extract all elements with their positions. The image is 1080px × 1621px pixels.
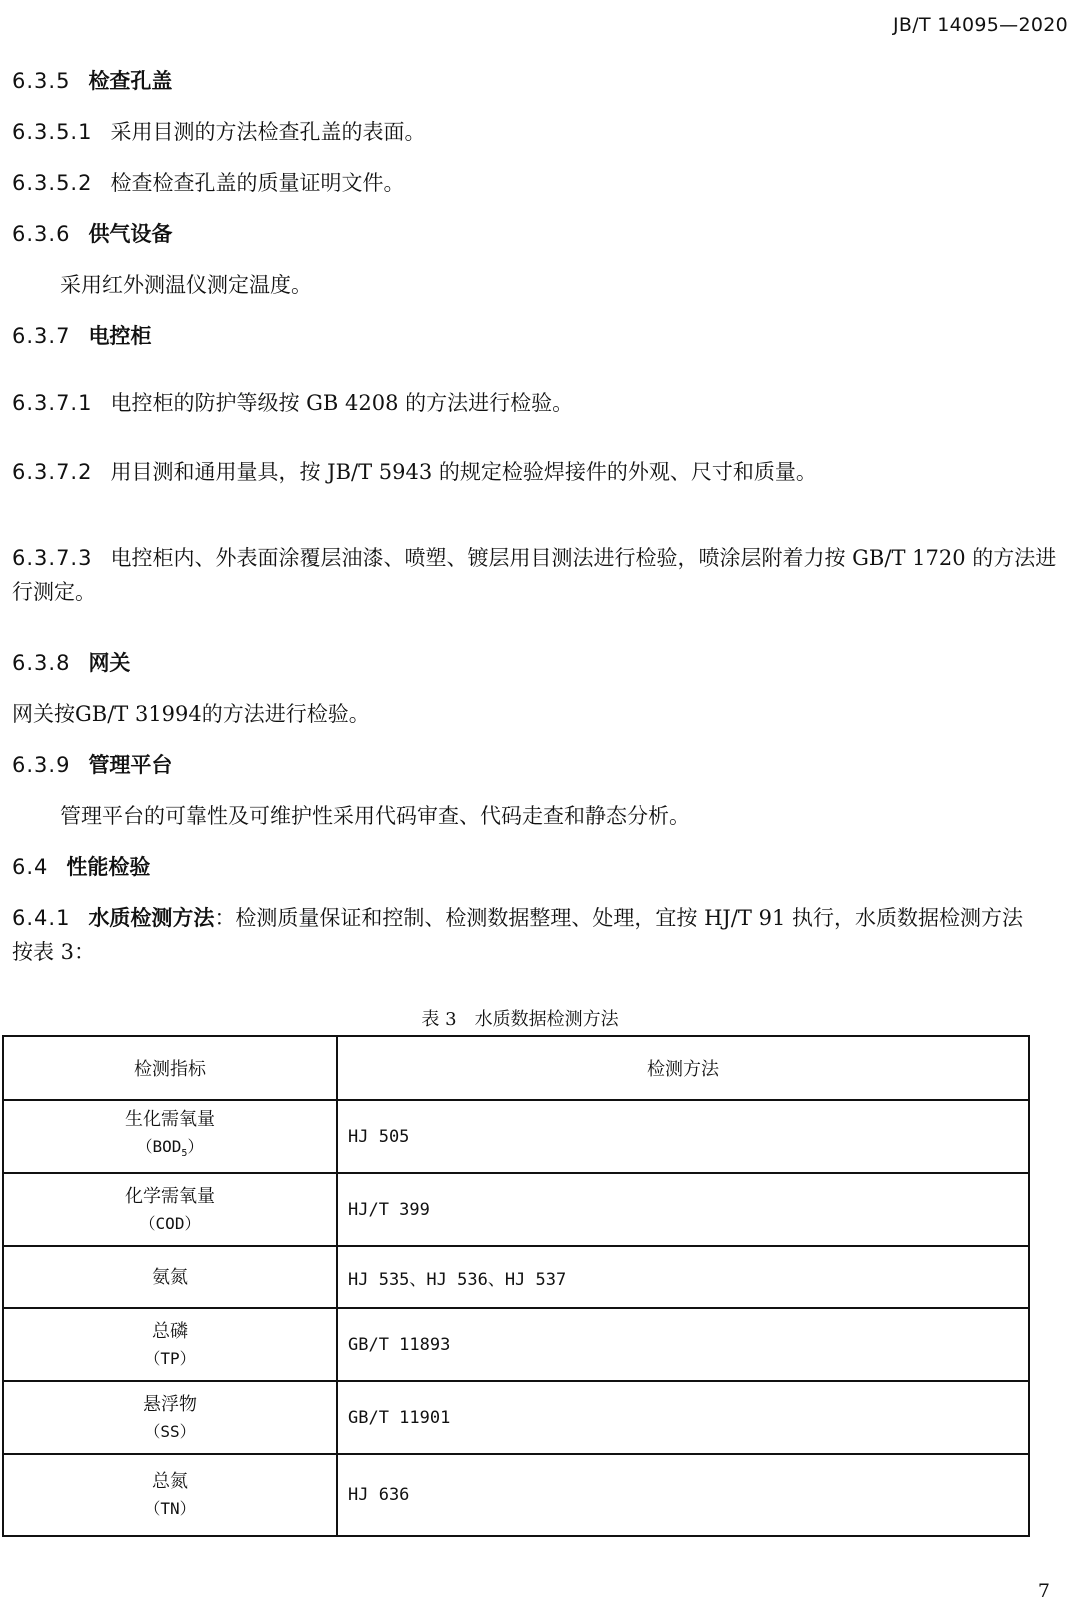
- table-row: [3, 1173, 1029, 1246]
- indicator-name: 悬浮物: [143, 1393, 197, 1415]
- method-cell: HJ 535、HJ 536、HJ 537: [337, 1246, 1029, 1308]
- clause-6-3-7-2: [12, 455, 1068, 489]
- method-cell: HJ 505: [337, 1100, 1029, 1173]
- clause-6-3-5-1: [12, 115, 1068, 149]
- indicator-cell: [3, 1246, 337, 1308]
- clause-text: 电控柜的防护等级按 GB 4208 的方法进行检验。: [110, 391, 574, 415]
- method-cell: GB/T 11901: [337, 1381, 1029, 1454]
- clause-number: 6.3.7.2: [12, 460, 93, 484]
- method-cell: HJ 636: [337, 1454, 1029, 1536]
- section-title: 管理平台: [88, 753, 173, 777]
- header-indicator: 检测指标: [3, 1036, 337, 1100]
- section-6-3-7-heading: [12, 319, 1068, 353]
- clause-6-4-1: [12, 901, 1032, 969]
- indicator-cell: [3, 1308, 337, 1381]
- table-row: [3, 1381, 1029, 1454]
- section-number: 6.3.5: [12, 69, 71, 93]
- table-header-row: [3, 1036, 1029, 1100]
- indicator-cell: [3, 1381, 337, 1454]
- section-6-3-6-heading: [12, 217, 1068, 251]
- indicator-cell: [3, 1100, 337, 1173]
- method-cell: GB/T 11893: [337, 1308, 1029, 1381]
- section-6-3-9-heading: [12, 748, 1068, 782]
- section-6-4-heading: [12, 850, 1068, 884]
- table-caption: 表 3 水质数据检测方法: [421, 1009, 619, 1030]
- table-row: [3, 1454, 1029, 1536]
- clause-6-3-5-2: [12, 166, 1068, 200]
- section-title: 电控柜: [88, 324, 152, 348]
- section-number: 6.3.8: [12, 651, 71, 675]
- section-title: 供气设备: [88, 222, 173, 246]
- section-6-3-5-heading: [12, 64, 1068, 98]
- page-number: 7: [1037, 1580, 1050, 1602]
- clause-number: 6.3.7.3: [12, 546, 93, 570]
- indicator-abbr: （COD）: [139, 1213, 201, 1233]
- section-title: 性能检验: [66, 855, 151, 879]
- clause-lead: 水质检测方法: [88, 906, 215, 930]
- indicator-abbr: （SS）: [144, 1421, 196, 1441]
- section-number: 6.3.7: [12, 324, 71, 348]
- clause-number: 6.4.1: [12, 906, 71, 930]
- section-title: 检查孔盖: [88, 69, 173, 93]
- header-method: 检测方法: [337, 1036, 1029, 1100]
- clause-6-3-7-1: [12, 386, 1068, 420]
- indicator-name: 生化需氧量: [125, 1108, 215, 1130]
- indicator-name: 氨氮: [152, 1266, 188, 1288]
- indicator-name: 总氮: [152, 1471, 188, 1492]
- indicator-name: 化学需氧量: [125, 1185, 215, 1207]
- clause-6-3-7-3: [12, 541, 1068, 609]
- table-row: [3, 1246, 1029, 1308]
- clause-text: 用目测和通用量具，按 JB/T 5943 的规定检验焊接件的外观、尺寸和质量。: [110, 460, 817, 484]
- paragraph-gateway: 网关按GB/T 31994的方法进行检验。: [12, 702, 370, 726]
- indicator-name: 总磷: [152, 1320, 188, 1342]
- water-quality-table: [2, 1035, 1030, 1537]
- standard-number: JB/T 14095—2020: [893, 14, 1068, 36]
- clause-number: 6.3.7.1: [12, 391, 93, 415]
- clause-text: 检查检查孔盖的质量证明文件。: [110, 171, 405, 195]
- paragraph-infrared: 采用红外测温仪测定温度。: [60, 273, 312, 297]
- indicator-abbr: $(BOD_5)$: [136, 1136, 204, 1160]
- clause-text: 电控柜内、外表面涂覆层油漆、喷塑、镀层用目测法进行检验，喷涂层附着力按 GB/T 1720 的方法进行测定。: [12, 546, 1057, 604]
- section-number: 6.4: [12, 855, 49, 879]
- indicator-cell: [3, 1173, 337, 1246]
- paragraph-platform: 管理平台的可靠性及可维护性采用代码审查、代码走查和静态分析。: [60, 804, 690, 828]
- section-number: 6.3.6: [12, 222, 71, 246]
- section-number: 6.3.9: [12, 753, 71, 777]
- table-row: [3, 1308, 1029, 1381]
- clause-number: 6.3.5.1: [12, 120, 93, 144]
- indicator-abbr: （TP）: [144, 1348, 196, 1368]
- clause-text: 采用目测的方法检查孔盖的表面。: [110, 120, 426, 144]
- indicator-abbr: （TN）: [144, 1499, 196, 1518]
- table-row: [3, 1100, 1029, 1173]
- section-6-3-8-heading: [12, 646, 1068, 680]
- indicator-cell: [3, 1454, 337, 1536]
- clause-number: 6.3.5.2: [12, 171, 93, 195]
- clause-text: ：检测质量保证和控制、检测数据整理、处理，宜按 HJ/T 91 执行，水质数据检测方法按表 3：: [12, 906, 1023, 964]
- section-title: 网关: [88, 651, 131, 675]
- method-cell: HJ/T 399: [337, 1173, 1029, 1246]
